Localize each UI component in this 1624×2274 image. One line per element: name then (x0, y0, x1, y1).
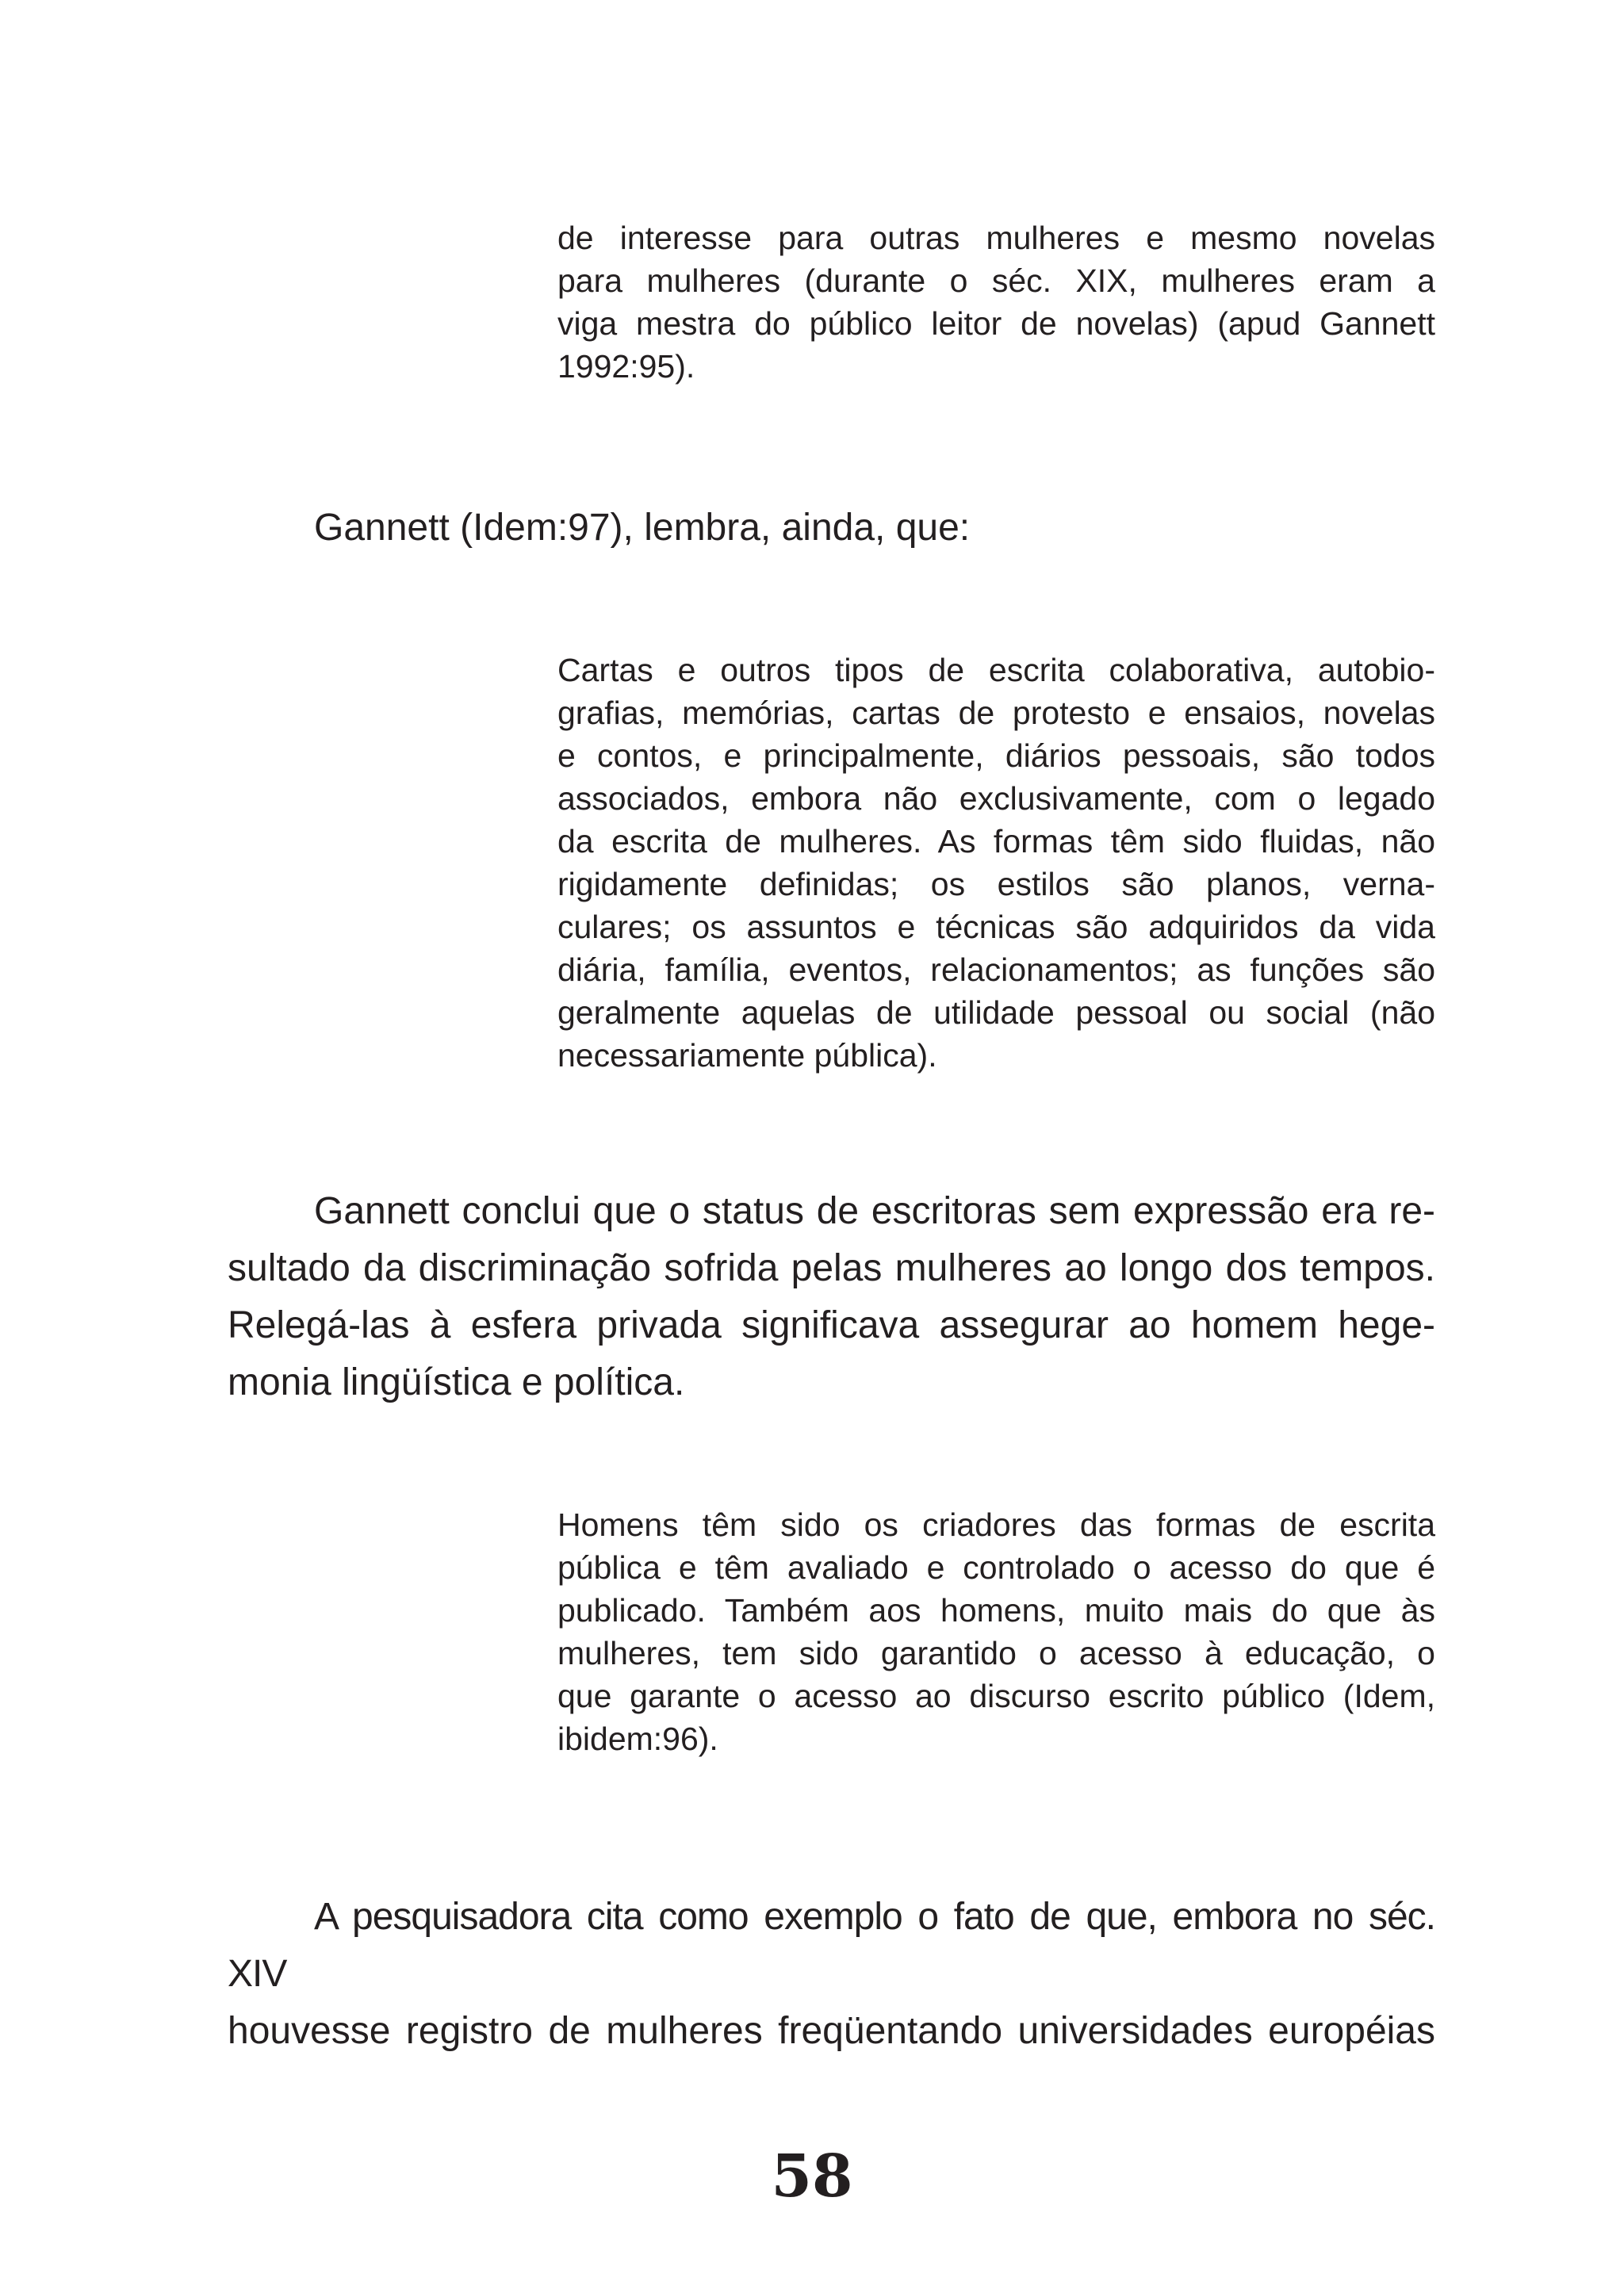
paragraph-line: sultado da discriminação sofrida pelas mulheres ao longo dos tempos. (228, 1247, 1435, 1289)
quote-line: publicado. Também aos homens, muito mais do que às (557, 1592, 1435, 1629)
quote-line: necessariamente pública). (557, 1037, 937, 1074)
quote-line: rigidamente definidas; os estilos são planos, verna- (557, 866, 1435, 902)
quote-line: 1992:95). (557, 348, 695, 385)
block-quote-3 (557, 1503, 1435, 1760)
paragraph-line: A pesquisadora cita como exemplo o fato de que, embora no séc. XIV (228, 1896, 1435, 1995)
paragraph-2 (228, 1183, 1435, 1411)
paragraph-line: houvesse registro de mulheres freqüentando universidades européias (228, 2010, 1435, 2052)
quote-line: geralmente aquelas de utilidade pessoal ou social (não (557, 994, 1435, 1031)
paragraph-line: monia lingüística e política. (228, 1361, 685, 1403)
quote-line: da escrita de mulheres. As formas têm sido fluidas, não (557, 823, 1435, 859)
quote-line: associados, embora não exclusivamente, com o legado (557, 780, 1435, 817)
paragraph-line: Gannett (Idem:97), lembra, ainda, que: (314, 507, 971, 549)
quote-line: viga mestra do público leitor de novelas) (apud Gannett (557, 305, 1435, 342)
block-quote-2 (557, 649, 1435, 1077)
paragraph-line: Relegá-las à esfera privada significava assegurar ao homem hege- (228, 1304, 1435, 1346)
quote-line: que garante o acesso ao discurso escrito público (Idem, (557, 1678, 1435, 1714)
quote-line: Cartas e outros tipos de escrita colaborativa, autobio- (557, 652, 1435, 688)
block-quote-1 (557, 216, 1435, 388)
quote-line: pública e têm avaliado e controlado o acesso do que é (557, 1549, 1435, 1586)
paragraph-3 (228, 1889, 1435, 2060)
quote-line: mulheres, tem sido garantido o acesso à educação, o (557, 1635, 1435, 1671)
quote-line: e contos, e principalmente, diários pessoais, são todos (557, 737, 1435, 774)
quote-line: para mulheres (durante o séc. XIX, mulheres eram a (557, 262, 1435, 299)
quote-line: culares; os assuntos e técnicas são adquiridos da vida (557, 909, 1435, 945)
paragraph-1 (228, 500, 1435, 557)
paragraph-line: Gannett conclui que o status de escritoras sem expressão era re- (314, 1190, 1435, 1232)
quote-line: de interesse para outras mulheres e mesmo novelas (557, 220, 1435, 256)
quote-line: Homens têm sido os criadores das formas de escrita (557, 1506, 1435, 1543)
page-number: 58 (771, 2142, 853, 2211)
quote-line: grafias, memórias, cartas de protesto e ensaios, novelas (557, 695, 1435, 731)
quote-line: diária, família, eventos, relacionamentos; as funções são (557, 951, 1435, 988)
quote-line: ibidem:96). (557, 1721, 718, 1757)
